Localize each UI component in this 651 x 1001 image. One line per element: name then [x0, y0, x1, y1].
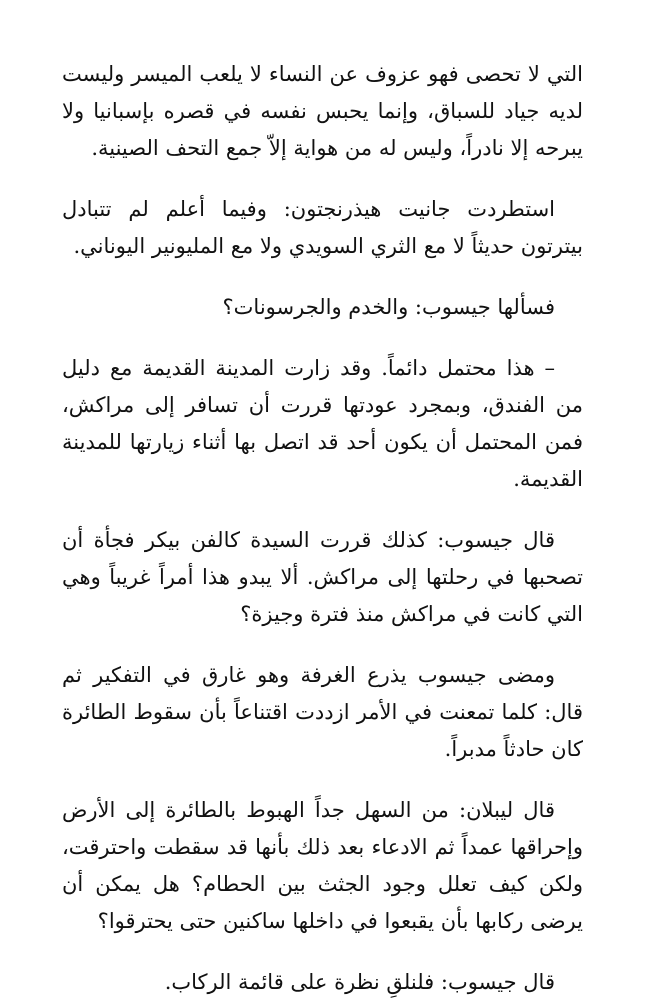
paragraph-passenger-list: قال جيسوب: فلنلقِ نظرة على قائمة الركاب.	[164, 970, 555, 994]
paragraph-crash-planned: ومضى جيسوب يذرع الغرفة وهو غارق في التفكير ثم قال: كلما تمعنت في الأمر ازددت اقتناعاً بأن سقوط الطائرة كان حادثاً مدبراً.	[62, 663, 583, 761]
paragraph-calvin-baker: قال جيسوب: كذلك قررت السيدة كالفن بيكر فجأة أن تصحبها في رحلتها إلى مراكش. ألا يبدو هذا أمراً غريباً وهي التي كانت في مراكش منذ فترة وجيزة؟	[62, 528, 583, 626]
paragraph-leblanc-reply: قال ليبلان: من السهل جداً الهبوط بالطائرة إلى الأرض وإحراقها عمداً ثم الادعاء بعد ذلك بأنها قد سقطت واحترقت، ولكن كيف تعلل وجود الجثث بين الحطام؟ هل يمكن أن يرضى ركابها بأن يقبعوا في داخلها ساكنين حتى يحترقوا؟	[62, 798, 583, 933]
paragraph-jessop-question: فسألها جيسوب: والخدم والجرسونات؟	[222, 295, 555, 319]
paragraph-continuation: التي لا تحصى فهو عزوف عن النساء لا يلعب الميسر وليست لديه جياد للسباق، وإنما يحبس نفسه في قصره بإسبانيا ولا يبرحه إلا نادراً، وليس له من هواية إلاّ جمع التحف الصينية.	[62, 62, 583, 160]
paragraph-old-city-visit: – هذا محتمل دائماً. وقد زارت المدينة القديمة مع دليل من الفندق، وبمجرد عودتها قررت أن تسافر إلى مراكش، فمن المحتمل أن يكون أحد قد اتصل بها أثناء زيارتها للمدينة القديمة.	[62, 356, 583, 491]
paragraph-heatherington-remark: استطردت جانيت هيذرنجتون: وفيما أعلم لم تتبادل بيترتون حديثاً لا مع الثري السويدي ولا مع المليونير اليوناني.	[62, 197, 583, 258]
